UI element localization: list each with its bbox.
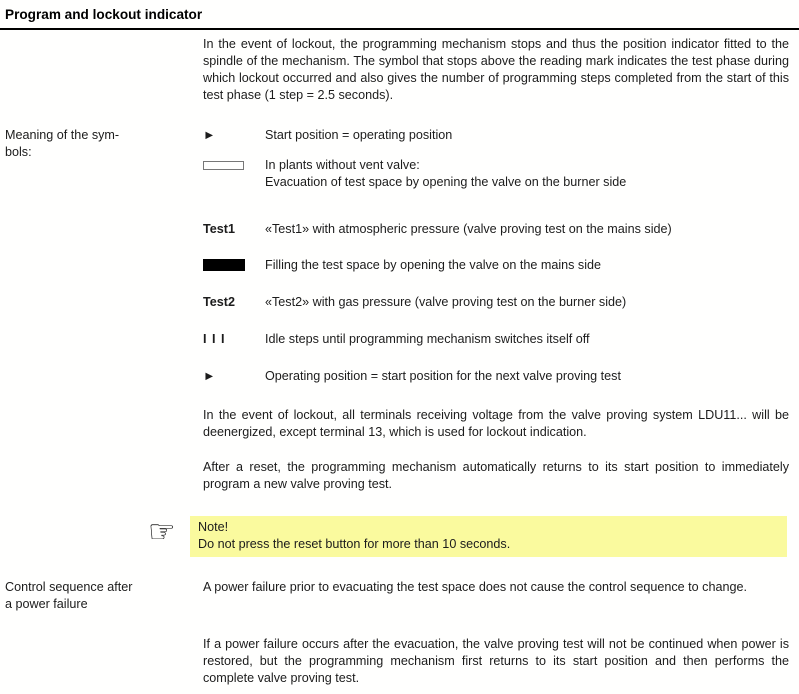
idle-steps-icon: I I I [203, 332, 226, 346]
symbol-row-test2 [203, 294, 789, 311]
triangle-right-icon: ► [203, 128, 216, 142]
note-text: Do not press the reset button for more than 10 seconds. [198, 537, 511, 551]
symbols-label-line1: Meaning of the sym- [5, 128, 120, 142]
symbol-row-test1 [203, 221, 789, 238]
intro-section [0, 36, 799, 104]
symbol-description: Idle steps until programming mechanism switches itself off [265, 332, 590, 346]
symbols-section [0, 127, 799, 385]
lockout-terminals-paragraph: In the event of lockout, all terminals receiving voltage from the valve proving system LDU11... will be deenergized, except terminal 13, which is used for lockout indication. [203, 408, 789, 439]
symbol-description-line2: Evacuation of test space by opening the valve on the burner side [265, 175, 627, 189]
symbol-description [265, 157, 789, 191]
reset-section [0, 459, 799, 493]
power-failure-continued-section [0, 636, 799, 687]
lockout-terminals-section [0, 407, 799, 441]
section-header [0, 0, 799, 30]
empty-rectangle-icon [203, 157, 265, 191]
label-spacer [0, 636, 203, 687]
symbol-description-line1: In plants without vent valve: [265, 158, 420, 172]
symbol-description: Filling the test space by opening the valve on the mains side [265, 258, 602, 272]
symbols-label [0, 127, 203, 385]
label-spacer [0, 459, 203, 493]
intro-paragraph: In the event of lockout, the programming mechanism stops and thus the position indicator fitted to the spindle of the mechanism. The symbol that stops above the reading mark indicates the test phase during which lockout occurred and also gives the number of programming steps completed from the start of this test phase (1 step = 2.5 seconds). [203, 37, 789, 102]
label-spacer [0, 407, 203, 441]
symbol-row-evacuation [203, 157, 789, 191]
symbols-list [203, 127, 799, 385]
symbol-description: Start position = operating position [265, 128, 453, 142]
power-failure-section [0, 579, 799, 613]
test2-label: Test2 [203, 295, 235, 309]
filled-rectangle-shape [203, 259, 245, 271]
power-failure-paragraph1: A power failure prior to evacuating the test space does not cause the control sequence to change. [203, 580, 747, 594]
page-title: Program and lockout indicator [5, 7, 203, 22]
empty-rectangle-shape [203, 161, 244, 170]
symbol-description: «Test2» with gas pressure (valve proving test on the burner side) [265, 295, 627, 309]
power-failure-paragraph2: If a power failure occurs after the evacuation, the valve proving test will not be continued when power is restored, but the programming mechanism first returns to its start position and then performs the complete valve proving test. [203, 637, 789, 685]
symbol-row-idle-steps [203, 331, 789, 348]
intro-label-spacer [0, 36, 203, 104]
reset-paragraph: After a reset, the programming mechanism automatically returns to its start position to immediately program a new valve proving test. [203, 460, 789, 491]
symbol-row-start-position [203, 127, 789, 144]
power-failure-label-line2: a power failure [5, 597, 88, 611]
test1-label: Test1 [203, 222, 235, 236]
power-failure-label-line1: Control sequence after [5, 580, 133, 594]
power-failure-label [0, 579, 203, 613]
symbols-label-line2: bols: [5, 145, 32, 159]
note-box [190, 516, 787, 557]
symbol-description: Operating position = start position for the next valve proving test [265, 369, 621, 383]
note-section [0, 516, 799, 557]
symbol-row-filling [203, 257, 789, 274]
filled-rectangle-icon [203, 257, 265, 274]
triangle-right-icon: ► [203, 369, 216, 383]
pointing-hand-icon: ☞ [148, 514, 176, 550]
note-title: Note! [198, 520, 229, 534]
symbol-description: «Test1» with atmospheric pressure (valve proving test on the mains side) [265, 222, 672, 236]
symbol-row-operating-position [203, 368, 789, 385]
